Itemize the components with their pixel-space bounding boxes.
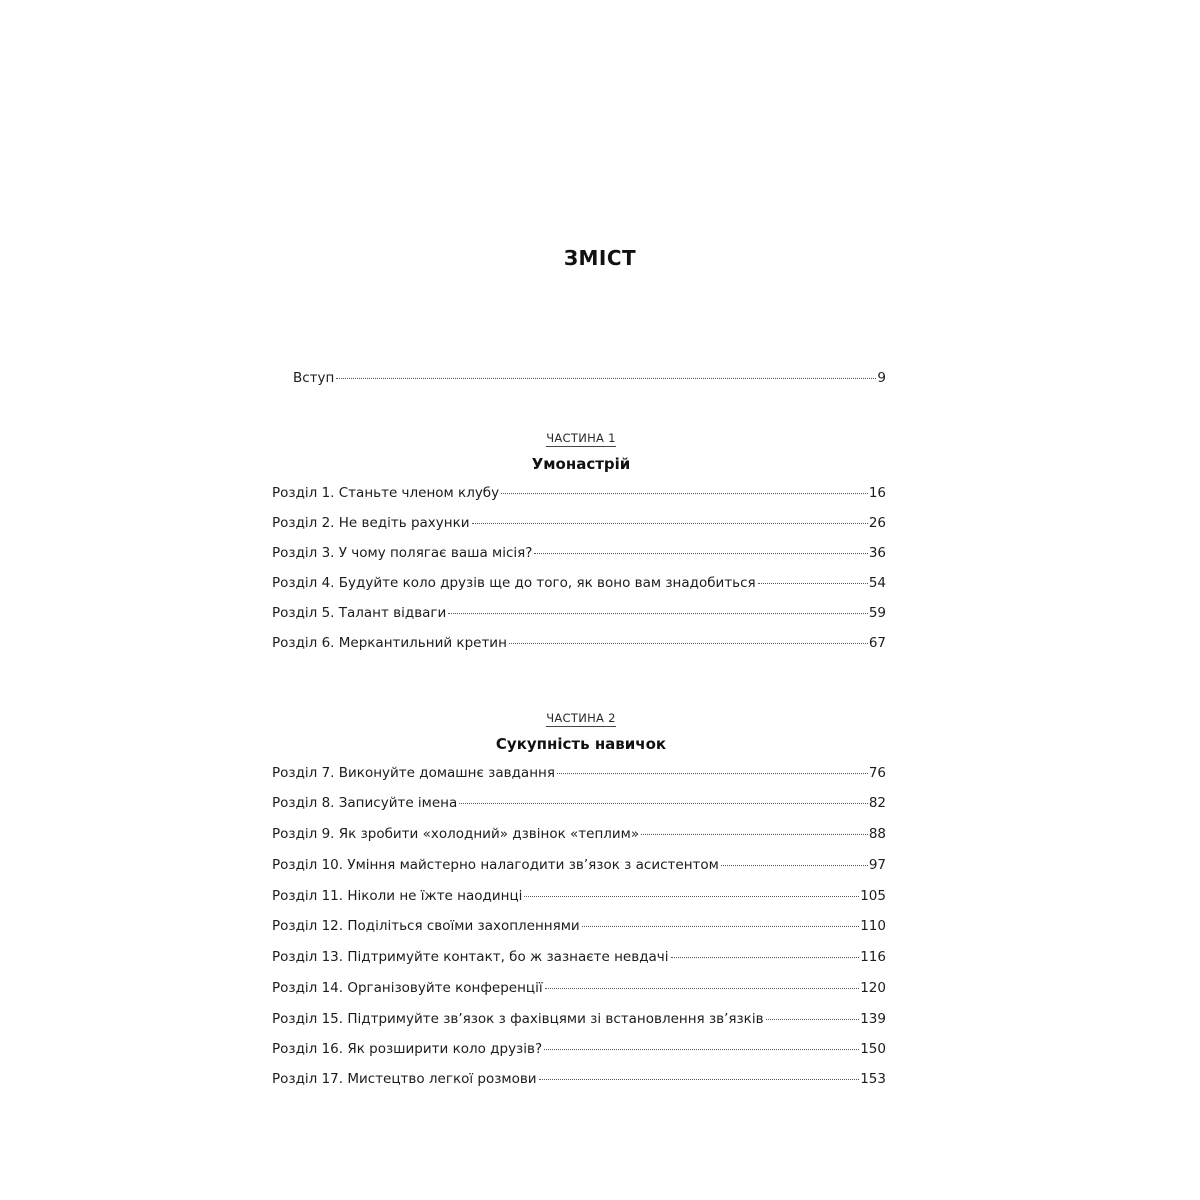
dot-leader — [472, 523, 868, 524]
dot-leader — [459, 803, 868, 804]
toc-entry-page: 110 — [860, 918, 886, 934]
toc-entry-page: 153 — [860, 1071, 886, 1087]
toc-entry-page: 67 — [868, 635, 886, 651]
dot-leader — [545, 988, 860, 989]
part-2-label: ЧАСТИНА 2 — [546, 711, 616, 725]
dot-leader — [671, 957, 860, 958]
toc-entry-label: Розділ 15. Підтримуйте зв’язок з фахівцями зі встановлення зв’язків — [272, 1011, 764, 1027]
toc-entry-page: 59 — [868, 605, 886, 621]
toc-entry-chapter-16[interactable] — [272, 1041, 886, 1063]
toc-entry-page: 150 — [860, 1041, 886, 1057]
dot-leader — [766, 1019, 860, 1020]
toc-entry-label: Розділ 5. Талант відваги — [272, 605, 447, 621]
toc-entry-label: Розділ 1. Станьте членом клубу — [272, 485, 500, 501]
toc-entry-label: Розділ 4. Будуйте коло друзів ще до того, як воно вам знадобиться — [272, 575, 756, 591]
toc-entry-page: 88 — [868, 826, 886, 842]
dot-leader — [582, 926, 860, 927]
toc-entry-label: Розділ 8. Записуйте імена — [272, 795, 458, 811]
dot-leader — [758, 583, 868, 584]
toc-entry-page: 26 — [868, 515, 886, 531]
toc-entry-chapter-6[interactable] — [272, 635, 886, 657]
dot-leader — [641, 834, 868, 835]
dot-leader — [534, 553, 867, 554]
toc-entry-chapter-2[interactable] — [272, 515, 886, 537]
toc-entry-chapter-3[interactable] — [272, 545, 886, 567]
toc-entry-page: 82 — [868, 795, 886, 811]
dot-leader — [557, 773, 868, 774]
part-1-label: ЧАСТИНА 1 — [546, 431, 616, 445]
dot-leader — [509, 643, 868, 644]
toc-entry-page: 16 — [868, 485, 886, 501]
toc-entry-chapter-8[interactable] — [272, 795, 886, 817]
toc-entry-page: 36 — [868, 545, 886, 561]
toc-entry-chapter-11[interactable] — [272, 888, 886, 910]
toc-entry-chapter-17[interactable] — [272, 1071, 886, 1093]
dot-leader — [721, 865, 868, 866]
toc-entry-label: Розділ 3. У чому полягає ваша місія? — [272, 545, 533, 561]
toc-entry-label: Розділ 11. Ніколи не їжте наодинці — [272, 888, 523, 904]
toc-entry-chapter-1[interactable] — [272, 485, 886, 507]
toc-entry-intro[interactable] — [293, 370, 886, 392]
toc-entry-label: Розділ 9. Як зробити «холодний» дзвінок «теплим» — [272, 826, 640, 842]
toc-entry-chapter-12[interactable] — [272, 918, 886, 940]
toc-entry-page: 139 — [860, 1011, 886, 1027]
toc-entry-label: Розділ 17. Мистецтво легкої розмови — [272, 1071, 537, 1087]
toc-entry-chapter-5[interactable] — [272, 605, 886, 627]
toc-entry-page: 9 — [877, 370, 886, 386]
dot-leader — [336, 378, 876, 379]
toc-entry-label: Розділ 16. Як розширити коло друзів? — [272, 1041, 543, 1057]
page-title: ЗМІСТ — [563, 246, 637, 270]
toc-entry-label: Розділ 2. Не ведіть рахунки — [272, 515, 470, 531]
toc-entry-label: Вступ — [293, 370, 335, 386]
part-2-title: Сукупність навичок — [495, 735, 667, 753]
toc-entry-page: 97 — [868, 857, 886, 873]
toc-entry-label: Розділ 7. Виконуйте домашнє завдання — [272, 765, 555, 781]
toc-entry-chapter-13[interactable] — [272, 949, 886, 971]
dot-leader — [544, 1049, 859, 1050]
toc-entry-chapter-15[interactable] — [272, 1011, 886, 1033]
toc-entry-page: 105 — [860, 888, 886, 904]
toc-entry-page: 120 — [860, 980, 886, 996]
toc-entry-chapter-9[interactable] — [272, 826, 886, 848]
toc-entry-chapter-7[interactable] — [272, 765, 886, 787]
toc-entry-page: 116 — [860, 949, 886, 965]
toc-entry-label: Розділ 10. Уміння майстерно налагодити зв’язок з асистентом — [272, 857, 719, 873]
toc-entry-page: 54 — [868, 575, 886, 591]
toc-entry-chapter-4[interactable] — [272, 575, 886, 597]
toc-entry-label: Розділ 13. Підтримуйте контакт, бо ж зазнаєте невдачі — [272, 949, 669, 965]
dot-leader — [448, 613, 868, 614]
toc-entry-label: Розділ 14. Організовуйте конференції — [272, 980, 543, 996]
toc-entry-chapter-14[interactable] — [272, 980, 886, 1002]
dot-leader — [524, 896, 859, 897]
part-1-title: Умонастрій — [531, 455, 631, 473]
dot-leader — [539, 1079, 860, 1080]
toc-entry-page: 76 — [868, 765, 886, 781]
toc-entry-chapter-10[interactable] — [272, 857, 886, 879]
toc-entry-label: Розділ 6. Меркантильний кретин — [272, 635, 507, 651]
dot-leader — [501, 493, 868, 494]
toc-entry-label: Розділ 12. Поділіться своїми захопленнями — [272, 918, 580, 934]
